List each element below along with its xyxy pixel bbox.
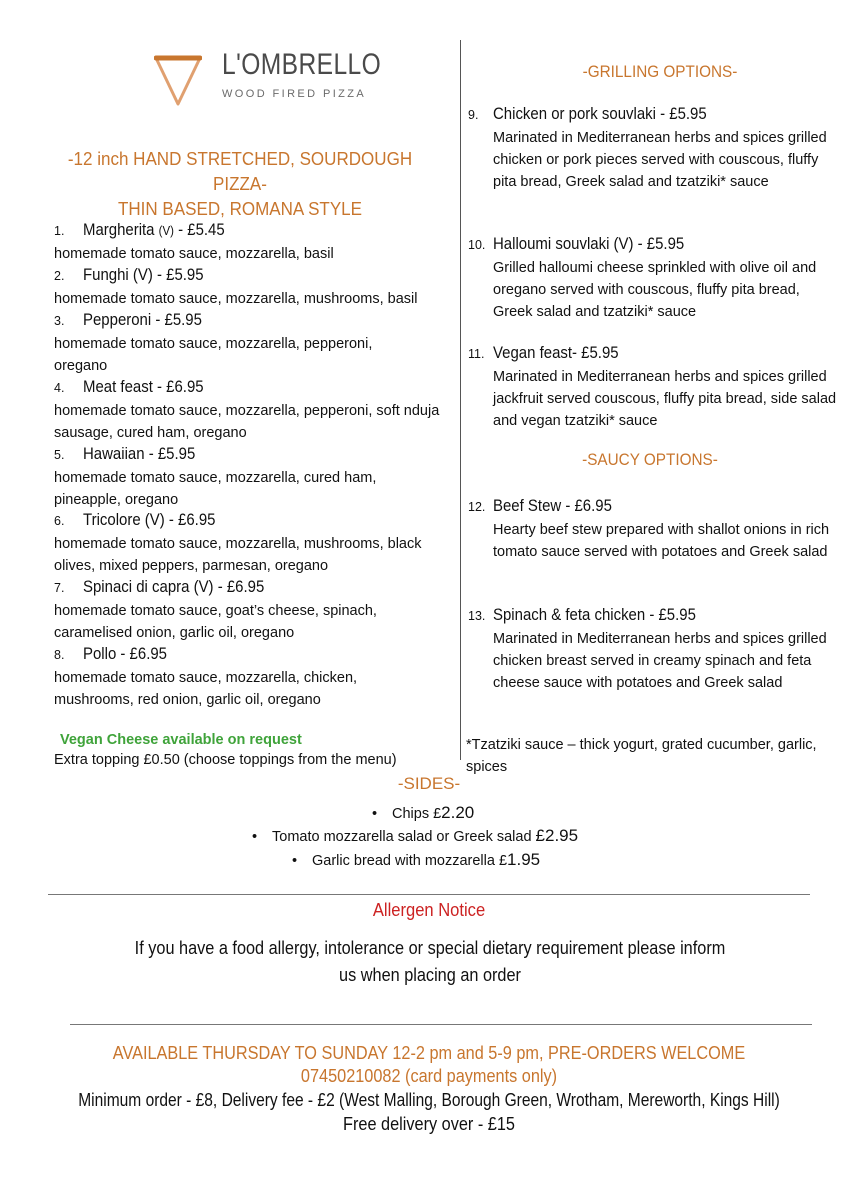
restaurant-logo	[150, 46, 380, 116]
item-number: 3.	[54, 314, 65, 328]
free-delivery-text: Free delivery over - £15	[343, 1113, 515, 1134]
item-title: Pepperoni - £5.95	[83, 310, 202, 329]
menu-item	[54, 219, 464, 265]
item-description: Marinated in Mediterranean herbs and spices grilled jackfruit served couscous, fluffy pita bread, side salad and vegan tzatziki* sauce	[493, 369, 837, 429]
menu-item	[468, 233, 843, 323]
vegetarian-tag: (V)	[158, 223, 174, 238]
item-number: 1.	[54, 224, 65, 238]
item-description: homemade tomato sauce, mozzarella, basil	[54, 246, 334, 262]
menu-item	[54, 643, 399, 711]
item-title: Halloumi souvlaki (V) - £5.95	[493, 234, 685, 253]
allergen-text: If you have a food allergy, intolerance or special dietary requirement please inform us when placing an order	[134, 937, 726, 985]
divider	[70, 1024, 812, 1025]
bullet-icon: •	[292, 853, 298, 869]
side-item	[292, 850, 540, 870]
tzatziki-note: *Tzatziki sauce – thick yogurt, grated cucumber, garlic, spices	[466, 737, 817, 775]
item-title: Tricolore (V) - £6.95	[83, 510, 216, 529]
item-description: homemade tomato sauce, mozzarella, mushrooms, black olives, mixed peppers, parmesan, oregano	[54, 536, 422, 574]
menu-item	[54, 576, 409, 644]
side-price: 1.95	[507, 850, 541, 869]
item-description: homemade tomato sauce, mozzarella, pepperoni, oregano	[54, 336, 373, 374]
item-number: 6.	[54, 514, 65, 528]
item-description: homemade tomato sauce, goat’s cheese, spinach, caramelised onion, garlic oil, oregano	[54, 603, 377, 641]
item-number: 5.	[54, 448, 65, 462]
allergen-title: Allergen Notice	[372, 900, 486, 920]
menu-item	[54, 309, 404, 377]
item-title: Chicken or pork souvlaki - £5.95	[493, 104, 707, 123]
item-description: homemade tomato sauce, mozzarella, mushrooms, basil	[54, 291, 418, 307]
phone-number: 07450210082 (card payments only)	[300, 1065, 558, 1086]
menu-item	[54, 376, 444, 444]
side-item	[252, 826, 578, 846]
menu-item	[54, 443, 424, 511]
item-number: 7.	[54, 581, 65, 595]
saucy-heading: -SAUCY OPTIONS-	[582, 450, 718, 469]
item-number: 8.	[54, 648, 65, 662]
menu-item	[54, 264, 464, 310]
item-description: Marinated in Mediterranean herbs and spices grilled chicken breast served in creamy spinach and feta cheese sauce with potatoes and Greek salad	[493, 631, 827, 691]
item-title: Spinach & feta chicken - £5.95	[493, 605, 696, 624]
menu-item	[468, 495, 843, 563]
item-title: Hawaiian - £5.95	[83, 444, 196, 463]
minimum-order-text: Minimum order - £8, Delivery fee - £2 (West Malling, Borough Green, Wrotham, Mereworth, Kings Hill)	[78, 1089, 780, 1110]
item-number: 12.	[468, 500, 486, 514]
item-title: Beef Stew - £6.95	[493, 496, 612, 515]
item-description: homemade tomato sauce, mozzarella, pepperoni, soft nduja sausage, cured ham, oregano	[54, 403, 440, 441]
side-item	[372, 803, 474, 823]
item-description: Marinated in Mediterranean herbs and spices grilled chicken or pork pieces served with couscous, fluffy pita bread, Greek salad and tzatziki* sauce	[493, 130, 827, 190]
sides-heading: -SIDES-	[397, 774, 461, 793]
menu-item	[468, 103, 843, 193]
item-title: Pollo - £6.95	[83, 644, 167, 663]
side-label: Garlic bread with mozzarella £	[312, 853, 508, 869]
side-price: 2.20	[441, 803, 475, 822]
divider	[48, 894, 810, 895]
item-number: 13.	[468, 609, 486, 623]
item-number: 4.	[54, 381, 65, 395]
side-label: Chips £	[392, 806, 442, 822]
item-description: Hearty beef stew prepared with shallot onions in rich tomato sauce served with potatoes and Greek salad	[493, 522, 830, 560]
pizza-section-heading	[47, 146, 433, 221]
item-title: Margherita (V) - £5.45	[83, 220, 225, 239]
item-number: 9.	[468, 108, 479, 122]
item-description: homemade tomato sauce, mozzarella, chicken, mushrooms, red onion, garlic oil, oregano	[54, 670, 358, 708]
column-divider	[460, 40, 461, 760]
logo-subtitle: WOOD FIRED PIZZA	[222, 88, 367, 100]
vegan-cheese-note: Vegan Cheese available on request	[60, 732, 302, 748]
item-description: homemade tomato sauce, mozzarella, cured ham, pineapple, oregano	[54, 470, 377, 508]
item-description: Grilled halloumi cheese sprinkled with olive oil and oregano served with couscous, fluffy pita bread, Greek salad and tzatziki* sauce	[493, 260, 817, 320]
bullet-icon: •	[372, 806, 378, 822]
side-price: £2.95	[535, 826, 579, 845]
extra-topping-note: Extra topping £0.50 (choose toppings from the menu)	[54, 752, 397, 768]
menu-item	[468, 604, 838, 694]
availability-text: AVAILABLE THURSDAY TO SUNDAY 12-2 pm and 5-9 pm, PRE-ORDERS WELCOME	[112, 1042, 746, 1063]
item-title: Spinaci di capra (V) - £6.95	[83, 577, 265, 596]
side-label: Tomato mozzarella salad or Greek salad	[272, 829, 536, 845]
item-number: 10.	[468, 238, 486, 252]
pizza-heading-line2: THIN BASED, ROMANA STYLE	[117, 198, 363, 219]
logo-name: L'OMBRELLO	[222, 48, 382, 81]
grilling-heading: -GRILLING OPTIONS-	[582, 62, 738, 81]
item-number: 11.	[468, 347, 485, 361]
item-title: Funghi (V) - £5.95	[83, 265, 204, 284]
pizza-slice-icon	[154, 50, 202, 106]
menu-item	[54, 509, 429, 577]
pizza-heading-line1: -12 inch HAND STRETCHED, SOURDOUGH PIZZA-	[67, 148, 413, 194]
item-number: 2.	[54, 269, 65, 283]
bullet-icon: •	[252, 829, 258, 845]
menu-item	[468, 342, 843, 432]
item-title: Vegan feast- £5.95	[493, 343, 619, 362]
item-title: Meat feast - £6.95	[83, 377, 204, 396]
